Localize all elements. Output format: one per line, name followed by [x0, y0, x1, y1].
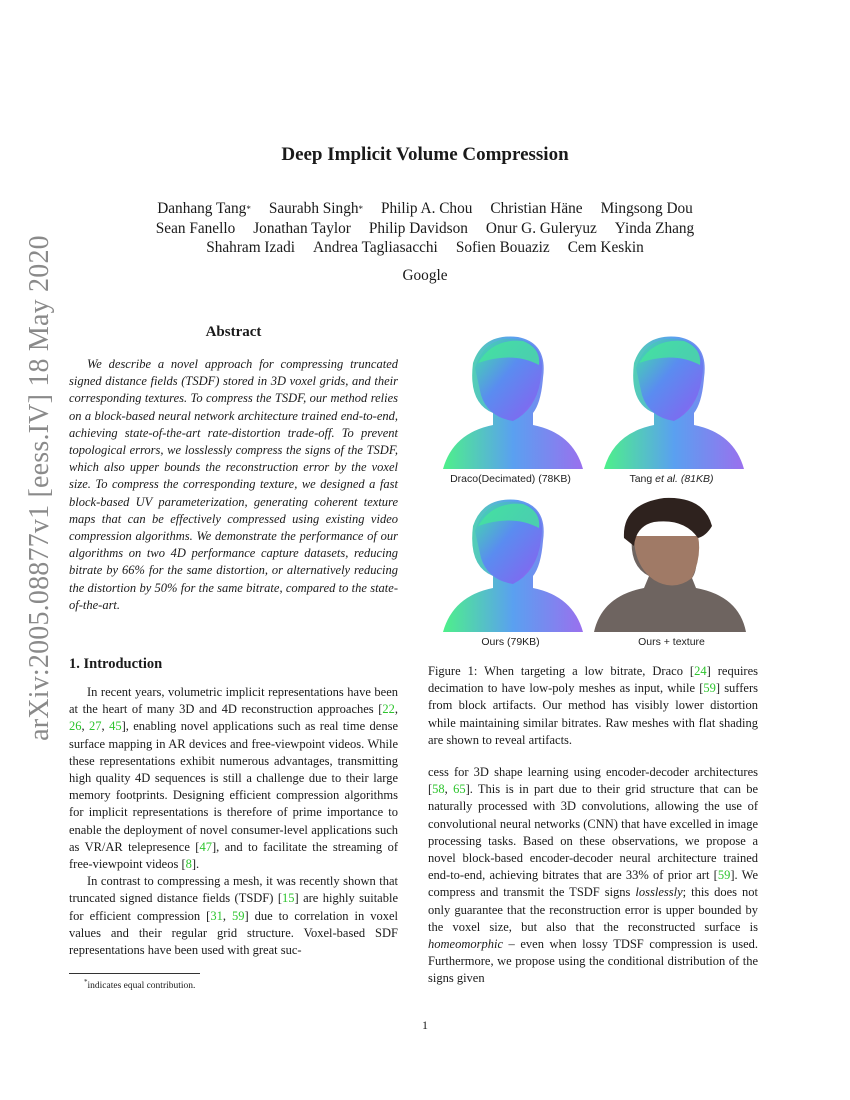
- page-number: 1: [422, 1018, 428, 1032]
- arxiv-identifier-stamp: [20, 234, 60, 741]
- figure-panel-tang: [594, 333, 749, 483]
- paper-title: Deep Implicit Volume Compression: [281, 144, 569, 165]
- citation-link[interactable]: 26: [69, 719, 82, 734]
- citation-link[interactable]: 59: [717, 868, 731, 883]
- section-heading-introduction: 1. Introduction: [69, 656, 163, 672]
- author: Philip A. Chou: [381, 200, 473, 217]
- panel-label: Ours + texture: [638, 636, 705, 648]
- citation-link[interactable]: 45: [109, 719, 122, 734]
- citation-link[interactable]: 59: [231, 908, 245, 923]
- textured-render-image: [594, 496, 749, 632]
- introduction-body-continued: cess for 3D shape learning using encoder-decoder architectures [58, 65]. This is in part due to their grid structure that can be naturally processed with 3D convolutions, allowing the use of convolutional neural networks (CNN) that have excelled in image processing tasks. Based on these observations, we propose a novel block-based encoder-decoder neural architecture trained end-to-end, achieving bitrates that are 33% of prior art [59]. We compress and transmit the TSDF signs losslessly; this does not only guarantee that the reconstruction error is upper bounded by the voxel size, but also that the reconstructed surface is homeomorphic – even when lossy TDSF compression is used. Furthermore, we propose using the conditional distribution of the signs given: [428, 765, 759, 986]
- panel-label: Tang et al. (81KB): [629, 473, 714, 485]
- panel-label: Draco(Decimated) (78KB): [450, 473, 571, 485]
- citation-link[interactable]: 47: [199, 839, 212, 854]
- author: Danhang Tang*: [157, 200, 251, 217]
- mesh-render-image: [594, 333, 749, 469]
- author: Christian Häne: [490, 200, 583, 217]
- author-list: [100, 199, 750, 258]
- citation-link[interactable]: 58: [432, 782, 445, 797]
- citation-link[interactable]: 8: [185, 857, 192, 872]
- panel-label: Ours (79KB): [481, 636, 540, 648]
- abstract-heading: Abstract: [205, 324, 262, 340]
- citation-link[interactable]: 65: [453, 782, 466, 797]
- citation-link[interactable]: 27: [89, 719, 102, 734]
- author: Onur G. Guleryuz: [485, 219, 597, 237]
- figure-panel-ours: [433, 496, 588, 646]
- footnote: *indicates equal contribution.: [84, 978, 196, 992]
- author: Yinda Zhang: [614, 219, 695, 237]
- citation-link[interactable]: 22: [382, 702, 395, 717]
- footnote-divider: [69, 973, 200, 974]
- author: Cem Keskin: [567, 239, 644, 256]
- author: Jonathan Taylor: [253, 219, 351, 237]
- author: Andrea Tagliasacchi: [313, 239, 438, 256]
- introduction-body: [69, 684, 398, 959]
- figure-1: [433, 333, 749, 648]
- paragraph: In contrast to compressing a mesh, it was recently shown that truncated signed distance fields (TSDF) [15] are highly suitable for efficient compression [31, 59] due to correlation in voxel values and their regular grid structure. Voxel-based SDF representations have been used with great suc-: [69, 874, 398, 958]
- author-row: [100, 238, 750, 258]
- affiliation: Google: [402, 267, 448, 284]
- citation-link[interactable]: 59: [703, 681, 716, 696]
- arxiv-stamp-text: arXiv:2005.08877v1 [eess.IV] 18 May 2020: [24, 234, 56, 741]
- citation-link[interactable]: 15: [282, 891, 295, 906]
- figure-1-caption: Figure 1: When targeting a low bitrate, Draco [24] requires decimation to have low-poly meshes as input, while [59] suffers from block artifacts. Our method has visibly lower distortion while maintaining similar bitrates. Raw meshes with flat shading are shown to reveal artifacts.: [428, 664, 758, 747]
- mesh-render-image: [433, 496, 588, 632]
- mesh-render-image: [433, 333, 588, 469]
- author-row: [100, 219, 750, 239]
- citation-link[interactable]: 24: [694, 664, 707, 678]
- author: Sean Fanello: [155, 219, 236, 237]
- author: Saurabh Singh*: [268, 200, 363, 217]
- author: Shahram Izadi: [206, 239, 296, 256]
- figure-panel-draco: [433, 333, 588, 483]
- abstract-text: We describe a novel approach for compressing truncated signed distance fields (TSDF) stored in 3D voxel grids, and their corresponding textures. To compress the TSDF, our method relies on a block-based neural network architecture trained end-to-end, achieving state-of-the-art rate-distortion trade-off. To prevent topological errors, we losslessly compress the signs of the TSDF, which also upper bounds the reconstruction error by the voxel size. To compress the corresponding texture, we designed a fast block-based UV parameterization, generating coherent texture maps that can be effectively compressed using existing video compression algorithms. We demonstrate the performance of our algorithms on two 4D performance capture datasets, reducing bitrate by 66% for the same distortion, or alternatively reducing the distortion by 50% for the same bitrate, compared to the state-of-the-art.: [69, 357, 398, 612]
- author: Mingsong Dou: [600, 200, 693, 217]
- author: Sofien Bouaziz: [455, 239, 550, 256]
- citation-link[interactable]: 31: [210, 908, 223, 923]
- author-row: [100, 199, 750, 219]
- author: Philip Davidson: [368, 219, 468, 237]
- figure-panel-ours-texture: [594, 496, 749, 646]
- paragraph: In recent years, volumetric implicit representations have been at the heart of many 3D and 4D reconstruction approaches [22, 26, 27, 45], enabling novel applications such as real time dense surface mapping in AR devices and free-viewpoint videos. While these representations exhibit numerous advantages, transmitting high quality 4D sequences is still a challenge due to their large memory footprints. Designing efficient compression algorithms for implicit representations is therefore of prime importance to enable the deployment of novel consumer-level applications such as VR/AR telepresence [47], and to facilitate the streaming of free-viewpoint videos [8].: [69, 685, 398, 872]
